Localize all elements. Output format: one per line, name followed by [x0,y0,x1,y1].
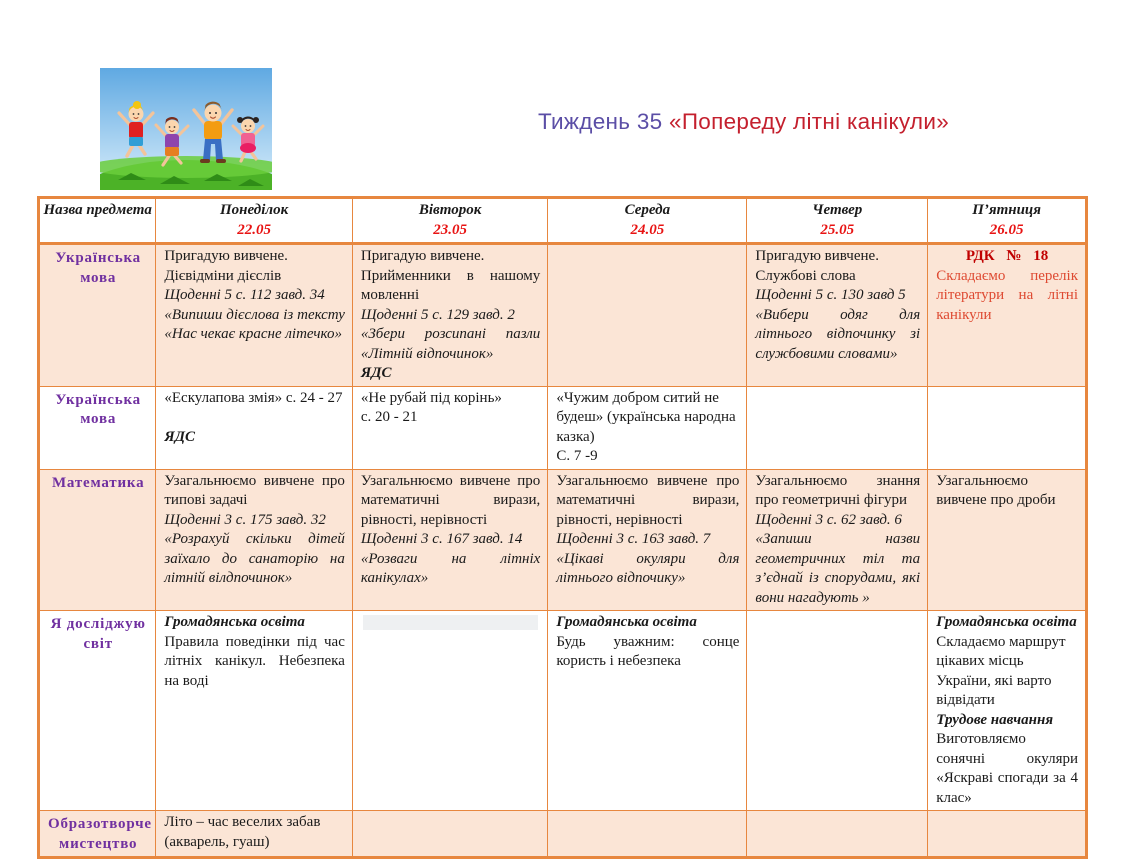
subject-cell: Українська мова [39,244,156,387]
subject-cell: Образотворче мистецтво [39,811,156,858]
schedule-cell-r3-d3 [548,469,747,611]
schedule-cell-r1-d1 [156,244,353,387]
schedule-cell-r2-d2 [352,386,547,469]
day-date: 25.05 [820,221,855,238]
page-title [538,109,949,135]
schedule-cell-r5-d1 [156,811,353,858]
cell-text: с. 20 - 21 [360,409,418,425]
cell-text: «Цікаві окуляри для літнього відпочику» [556,550,740,586]
table-row [39,811,1087,858]
table-header-row [39,198,1087,244]
cell-text: «Запиши назви геометричних тіл та з’єднай із спорудами, які вони нагадують » [755,531,921,606]
subject-cell: Я досліджую світ [39,611,156,811]
cell-text: С. 7 -9 [556,448,598,464]
schedule-cell-r3-d2 [352,469,547,611]
cell-text: Будь уважним: сонце користь і небезпека [556,633,740,669]
cell-text: Правила поведінки під час літніх канікул. Небезпека на воді [164,633,345,689]
cell-text: Щоденні 5 с. 112 завд. 34 [164,287,325,303]
table-row [39,469,1087,611]
cell-text: Щоденні 3 с. 175 завд. 32 [164,511,326,528]
weekly-plan-table [37,196,1088,859]
day-date: 23.05 [433,221,467,238]
cell-text: Узагальнюємо вивчене про математичні вирази, рівності, нерівності [556,472,740,528]
header-day-5 [928,198,1087,244]
cell-text: «Розваги на літніх канікулах» [360,550,541,586]
header-subject: Назва предмета [39,198,156,244]
schedule-cell-r1-d2 [352,244,547,387]
schedule-cell-r3-d1 [156,469,353,611]
schedule-cell-r2-d5 [928,386,1087,469]
schedule-cell-r1-d5 [928,244,1087,387]
schedule-cell-r4-d1 [156,611,353,811]
cell-text: «Вибери одяг для літнього відпочинку зі службовими словами» [755,306,921,362]
day-name: П’ятниця [972,202,1041,218]
cell-text: Щоденні 5 с. 130 завд 5 [755,287,906,303]
header-day-2 [352,198,547,244]
cell-text: Щоденні 3 с. 167 завд. 14 [360,531,523,547]
table-row [39,244,1087,387]
table-row [39,386,1087,469]
cell-text: «Випиши дієслова із тексту «Нас чекає красне літечко» [164,306,345,342]
schedule-cell-r2-d4 [747,386,928,469]
children-illustration [100,68,272,190]
cell-text: Пригадую вивчене. [755,248,879,264]
cell-text: Дієвідміни дієслів [164,267,282,284]
cell-text: Складаємо маршрут цікавих місць України, які варто відвідати [936,633,1066,708]
schedule-cell-r5-d3 [548,811,747,858]
schedule-cell-r3-d4 [747,469,928,611]
header-day-4 [747,198,928,244]
cell-text: Узагальнюємо знання про геометричні фігури [755,472,921,508]
cell-text: ЯДС [360,365,392,381]
cell-text: «Розрахуй скільки дітей заїхало до санаторію на літній вілдпочинок» [164,531,345,586]
schedule-cell-r4-d5 [928,611,1087,811]
cell-text: Узагальнюємо вивчене про математичні вирази, рівності, нерівності [360,472,541,528]
cell-text: Громадянська освіта [556,614,697,630]
schedule-cell-r3-d5 [928,469,1087,611]
cell-text: Пригадую вивчене. [164,248,288,264]
header-day-1 [156,198,353,244]
schedule-cell-r4-d4 [747,611,928,811]
cell-text: Службові слова [755,267,856,284]
cell-text: ЯДС [164,428,195,445]
day-name: Вівторок [418,202,482,218]
cell-text: Громадянська освіта [164,614,305,630]
cell-text: Складаємо перелік літератури на літні канікули [936,267,1078,323]
cell-text: Узагальнюємо вивчене про дроби [936,472,1056,508]
day-name: Середа [624,202,671,218]
schedule-cell-r5-d4 [747,811,928,858]
cell-text: Прийменники в нашому мовленні [360,267,541,303]
highlight-stripe [363,615,538,630]
schedule-cell-r4-d2 [352,611,547,811]
cell-text: РДК № 18 [965,248,1049,264]
subject-cell: Математика [39,469,156,611]
day-date: 26.05 [989,221,1024,238]
day-date: 22.05 [237,221,271,238]
day-name: Понеділок [220,202,289,218]
schedule-cell-r1-d4 [747,244,928,387]
schedule-cell-r4-d3 [548,611,747,811]
cell-text: Літо – час веселих забав (акварель, гуаш) [164,814,321,850]
schedule-cell-r2-d1 [156,386,353,469]
cell-text: Трудове навчання [936,711,1054,728]
cell-text: Узагальнюємо вивчене про типові задачі [164,472,345,508]
cell-text: Пригадую вивчене. [360,248,485,264]
table-row [39,611,1087,811]
page-title-theme: «Попереду літні канікули» [669,109,950,134]
cell-text: Виготовляємо сонячні окуляри «Яскраві спогади за 4 клас» [936,731,1078,806]
cell-text [164,408,345,428]
subject-cell: Українська мова [39,386,156,469]
day-name: Четвер [812,202,863,218]
schedule-cell-r5-d2 [352,811,547,858]
cell-text: Щоденні 3 с. 163 завд. 7 [556,531,711,547]
cell-text: «Чужим добром ситий не будеш» (українська народна казка) [556,389,736,445]
schedule-cell-r5-d5 [928,811,1087,858]
cell-text: «Ескулапова змія» с. 24 - 27 [164,389,343,406]
cell-text: «Збери розсипані пазли «Літній відпочинок» [360,326,541,362]
schedule-cell-r1-d3 [548,244,747,387]
cell-text: Громадянська освіта [936,614,1077,630]
cell-text: Щоденні 5 с. 129 завд. 2 [360,306,515,323]
day-date: 24.05 [630,221,665,238]
header-day-3 [548,198,747,244]
page-title-week: Тиждень 35 [538,109,669,134]
cell-text: «Не рубай під корінь» [360,389,502,406]
cell-text: Щоденні 3 с. 62 завд. 6 [755,511,902,528]
schedule-cell-r2-d3 [548,386,747,469]
